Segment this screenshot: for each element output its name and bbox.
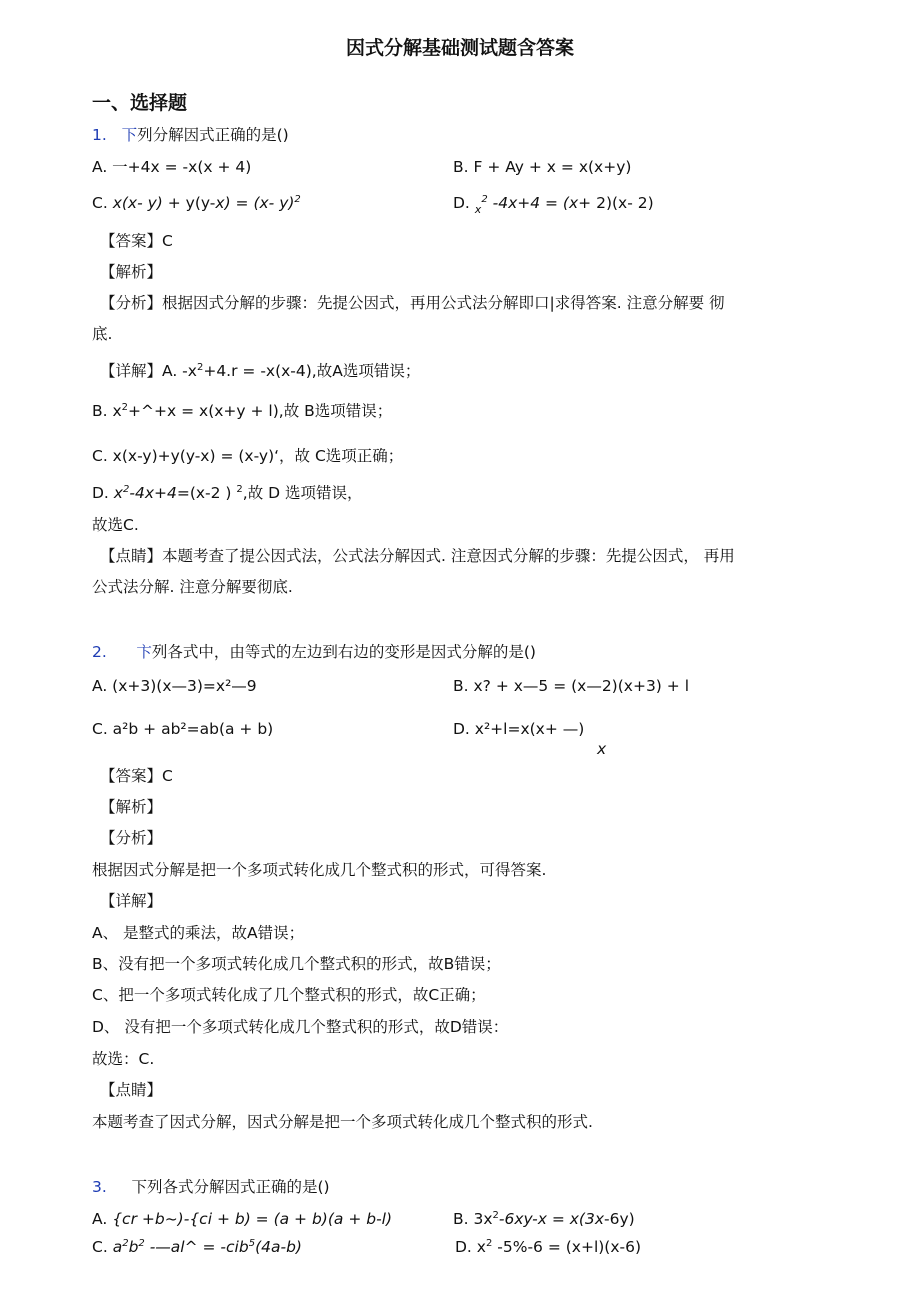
option-c — [92, 1237, 302, 1257]
analysis-text: 根据因式分解是把一个多项式转化成几个整式积的形式，可得答案. — [92, 861, 547, 879]
exponent: 2 — [236, 484, 243, 495]
detail-c: C. x(x-y)+y(y-x) = (x-y)‘，故 C选项正确； — [92, 447, 404, 465]
formula-part: x — [474, 203, 482, 216]
stem-text: 列分解因式正确的是() — [137, 126, 289, 144]
question-number: 2. — [92, 643, 107, 661]
formula-part: -6y) — [604, 1210, 635, 1228]
exponent: 2 — [121, 402, 129, 413]
exponent: 2 — [492, 1210, 499, 1221]
option-b: B. x? + x—5 = (x—2)(x+3) + l — [453, 677, 689, 695]
formula-part: x — [113, 484, 123, 502]
analysis-text-cont: 底. — [92, 325, 113, 343]
detail-text: B. x — [92, 402, 122, 420]
option-d — [453, 193, 654, 215]
detail-a — [100, 361, 420, 381]
option-d — [455, 1237, 641, 1257]
analysis-label: 【解析】 — [100, 263, 163, 281]
question-number: 3. — [92, 1178, 107, 1196]
stem-lead-char: 下 — [121, 126, 138, 144]
formula-part: -—al^ = -cib — [144, 1238, 249, 1256]
detail-b — [92, 401, 392, 421]
formula-part: {cr +b~)-{ci + b) = (a + b)(a + b-l) — [112, 1210, 393, 1228]
detail-text: +^+x = x(x+y + l),故 B选项错误； — [128, 402, 393, 420]
formula-part: x(x- y) + — [112, 194, 186, 212]
option-label: C. — [92, 1238, 113, 1256]
answer-line: 【答案】C — [100, 232, 173, 250]
exponent: 2 — [138, 1238, 145, 1249]
detail-a: A、 是整式的乘法，故A错误； — [92, 924, 305, 942]
formula-part: -4x+4= — [129, 484, 190, 502]
option-a: A. 一+4x = -x(x + 4) — [92, 158, 252, 176]
formula-part: 2)(x- 2) — [596, 194, 654, 212]
formula-part: (4a-b) — [255, 1238, 302, 1256]
detail-text: +4.r = -x(x-4),故A选项错误； — [203, 362, 421, 380]
option-c — [92, 193, 301, 213]
formula-part: -4x+4 = (x+ — [487, 194, 597, 212]
stem-text: 下列各式分解因式正确的是() — [131, 1178, 330, 1196]
detail-b: B、没有把一个多项式转化成几个整式积的形式，故B错误； — [92, 955, 501, 973]
detail-text: D. — [92, 484, 114, 502]
answer-line: 【答案】C — [100, 767, 173, 785]
detail-text: ,故 D 选项错误， — [242, 484, 363, 502]
formula-part: b — [128, 1238, 139, 1256]
option-label: D. x — [455, 1238, 486, 1256]
option-label: A. — [92, 1210, 113, 1228]
question-number: 1. — [92, 126, 107, 144]
formula-part: x) = (x- y) — [215, 194, 295, 212]
detail-d — [92, 483, 363, 503]
exponent: 2 — [481, 194, 488, 205]
exponent: 2 — [294, 194, 301, 205]
question-1-stem — [92, 125, 289, 145]
option-c: C. a²b + ab²=ab(a + b) — [92, 720, 274, 738]
formula-part: a — [112, 1238, 123, 1256]
exponent: 2 — [122, 484, 130, 495]
conclusion: 故选：C. — [92, 1050, 155, 1068]
detail-c: C、把一个多项式转化成了几个整式积的形式，故C正确； — [92, 986, 486, 1004]
section-heading: 一、选择题 — [92, 92, 188, 114]
formula-part: -5%-6 = (x+l)(x-6) — [492, 1238, 642, 1256]
page-title: 因式分解基础测试题含答案 — [345, 37, 574, 59]
option-b: B. F + Ay + x = x(x+y) — [453, 158, 632, 176]
option-b — [453, 1209, 635, 1229]
formula-part: -6xy-x = x(3x — [498, 1210, 605, 1228]
exponent: 2 — [485, 1238, 493, 1249]
remark-text-cont: 公式法分解. 注意分解要彻底. — [92, 578, 293, 596]
option-label: C. — [92, 194, 113, 212]
fraction-denominator: x — [597, 740, 607, 758]
question-3-stem — [92, 1177, 330, 1197]
remark-text: 【点睛】本题考查了提公因式法，公式法分解因式. 注意因式分解的步骤：先提公因式， 再用 — [100, 547, 735, 565]
analysis-heading: 【分析】 — [100, 829, 163, 847]
formula-part: y(y- — [185, 194, 216, 212]
conclusion: 故选C. — [92, 516, 139, 534]
analysis-label: 【解析】 — [100, 798, 163, 816]
option-label: D. — [453, 194, 475, 212]
stem-text: 列各式中，由等式的左边到右边的变形是因式分解的是() — [151, 643, 536, 661]
detail-d: D、 没有把一个多项式转化成几个整式积的形式，故D错误： — [92, 1018, 509, 1036]
formula-part: (x-2 ) — [189, 484, 237, 502]
analysis-text: 【分析】根据因式分解的步骤：先提公因式，再用公式法分解即口|求得答案. 注意分解要 彻 — [100, 294, 725, 312]
exponent: 2 — [122, 1238, 129, 1249]
detail-text: 【详解】A. -x — [100, 362, 197, 380]
option-label: B. 3x — [453, 1210, 493, 1228]
option-a: A. (x+3)(x—3)=x²—9 — [92, 677, 257, 695]
option-a — [92, 1209, 392, 1229]
remark-text: 本题考查了因式分解，因式分解是把一个多项式转化成几个整式积的形式. — [92, 1113, 593, 1131]
stem-lead-char: 卞 — [136, 643, 152, 661]
remark-heading: 【点睛】 — [100, 1081, 163, 1099]
exponent: 5 — [248, 1238, 256, 1249]
detail-heading: 【详解】 — [100, 892, 163, 910]
exponent: 2 — [196, 362, 204, 373]
option-d: D. x²+l=x(x+ —) — [453, 720, 585, 738]
question-2-stem — [92, 642, 536, 662]
